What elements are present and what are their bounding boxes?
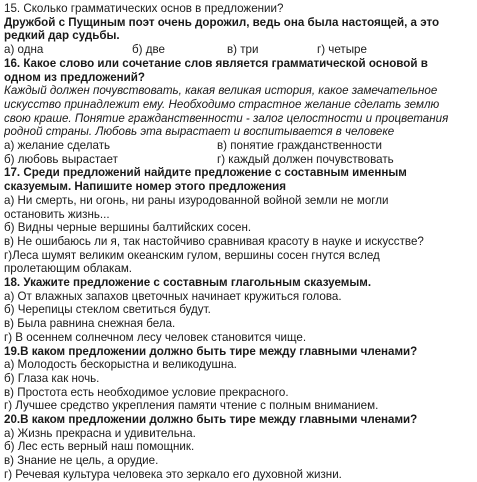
- q16-text-line: свою краше. Понятие гражданственности - залог целостности и процветания: [4, 111, 449, 125]
- q19-option-c: в) Простота есть необходимое условие прекрасного.: [4, 385, 289, 399]
- q16-text-line: Каждый должен почувствовать, какая великая история, какое замечательное: [4, 84, 438, 98]
- q18-title: 18. Укажите предложение с составным глагольным сказуемым.: [4, 276, 372, 290]
- q17-option-a: а) Ни смерть, ни огонь, ни раны изуродованной войной земли не могли: [4, 193, 389, 207]
- q15-text-line: Дружбой с Пущиным поэт очень дорожил, ведь она была настоящей, а это: [4, 15, 440, 29]
- q15-option-b: б) две: [132, 43, 165, 57]
- q17-option-c: в) Не ошибаюсь ли я, так настойчиво сравнивая красоту в науке и искусстве?: [4, 234, 424, 248]
- q15-options: [4, 43, 473, 57]
- q18-option-b: б) Черепицы стеклом светиться будут.: [4, 303, 211, 317]
- q20-title: 20.В каком предложении должно быть тире между главными членами?: [4, 413, 418, 427]
- q15-option-d: г) четыре: [317, 43, 367, 57]
- q16-options-row: [4, 139, 473, 153]
- q19-option-d: г) Лучшее средство укрепления памяти чтение с полным вниманием.: [4, 399, 379, 413]
- q17-option-d: г)Леса шумят великим океанским гулом, вершины сосен гнутся вслед: [4, 248, 380, 262]
- q20-option-d: г) Речевая культура человека это зеркало его духовной жизни.: [4, 467, 342, 481]
- q16-option-a: а) желание сделать: [4, 139, 111, 153]
- q20-option-a: а) Жизнь прекрасна и удивительна.: [4, 426, 196, 440]
- q20-option-c: в) Знание не цель, а орудие.: [4, 454, 159, 468]
- q16-option-d: г) каждый должен почувствовать: [217, 152, 394, 166]
- q15-text-line: редкий дар судьбы.: [4, 29, 120, 43]
- q15-option-c: в) три: [227, 43, 259, 57]
- q16-title: одном из предложений?: [4, 70, 146, 84]
- q16-text-line: искусство принадлежит ему. Необходимо страстное желание сделать землю: [4, 97, 440, 111]
- q18-option-c: в) Была равнина снежная бела.: [4, 317, 176, 331]
- q17-option-b: б) Видны черные вершины балтийских сосен.: [4, 221, 252, 235]
- q16-option-b: б) любовь вырастает: [4, 152, 118, 166]
- q19-title: 19.В каком предложении должно быть тире между главными членами?: [4, 344, 418, 358]
- q20-option-b: б) Лес есть верный наш помощник.: [4, 440, 195, 454]
- q17-option-d-cont: пролетающим облакам.: [4, 262, 133, 276]
- q16-options-row: [4, 153, 473, 167]
- q19-option-b: б) Глаза как ночь.: [4, 371, 100, 385]
- q15-title: 15. Сколько грамматических основ в предложении?: [4, 2, 284, 15]
- q18-option-d: г) В осеннем солнечном лесу человек становится чище.: [4, 330, 307, 344]
- q15-option-a: а) одна: [4, 43, 44, 57]
- q16-text-line: родной страны. Любовь эта вырастает и воспитывается в человеке: [4, 125, 395, 139]
- q17-title: сказуемым. Напишите номер этого предложения: [4, 180, 287, 194]
- q17-title: 17. Среди предложений найдите предложение с составным именным: [4, 166, 407, 180]
- q18-option-a: а) От влажных запахов цветочных начинает кружиться голова.: [4, 289, 342, 303]
- q19-option-a: а) Молодость бескорыстна и великодушна.: [4, 358, 237, 372]
- q16-option-c: в) понятие гражданственности: [217, 139, 383, 153]
- q17-option-a-cont: остановить жизнь...: [4, 207, 110, 221]
- q16-title: 16. Какое слово или сочетание слов является грамматической основой в: [4, 56, 428, 70]
